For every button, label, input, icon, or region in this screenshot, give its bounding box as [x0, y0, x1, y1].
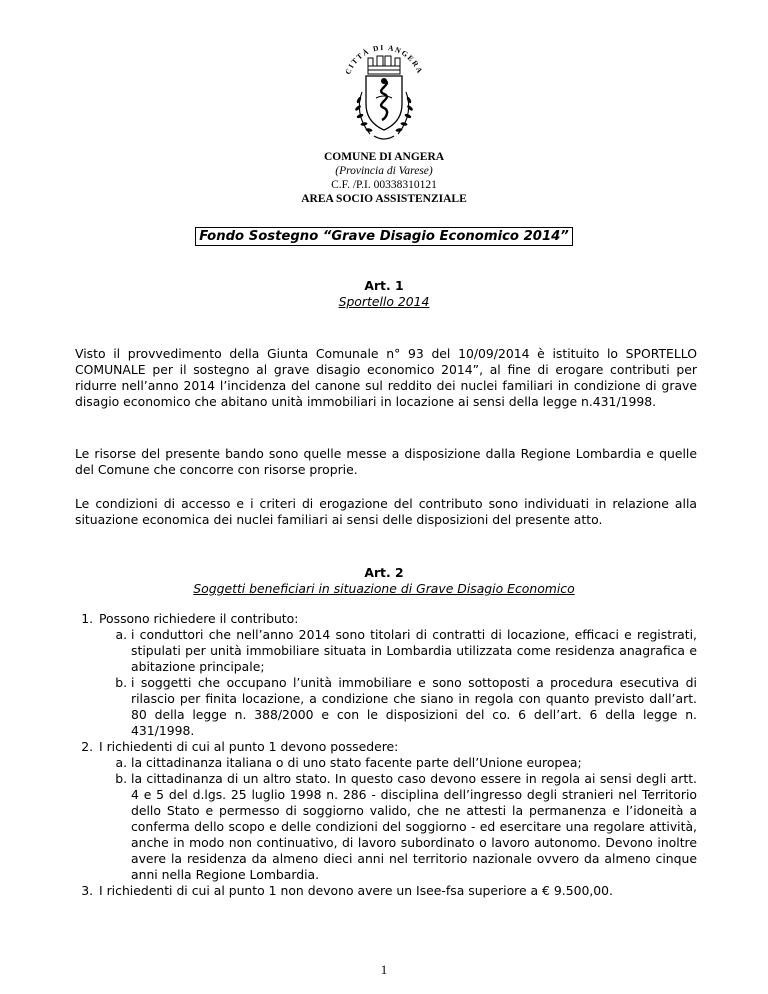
article-1-heading	[0, 278, 768, 310]
list-item	[97, 739, 697, 883]
article-1-subtitle: Sportello 2014	[338, 294, 430, 309]
article-2-subtitle: Soggetti beneficiari in situazione di Grave Disagio Economico	[193, 581, 575, 596]
article-2-heading	[0, 565, 768, 597]
article-2-number: Art. 2	[364, 565, 404, 580]
article-1-paragraph: Visto il provvedimento della Giunta Comunale n° 93 del 10/09/2014 è istituito lo SPORTELLO COMUNALE per il sostegno al grave disagio economico 2014”, al fine di erogare contributi per ridurre nell’anno 2014 l’incidenza del canone sul reddito dei nuclei familiari in condizione di grave disagio economico che abitano unità immobiliari in locazione ai sensi della legge n.431/1998.	[75, 346, 697, 409]
municipal-crest-logo	[328, 40, 440, 152]
list-item-text: Possono richiedere il contributo:	[99, 611, 299, 626]
sub-list-item: a. la cittadinanza italiana o di uno stato facente parte dell’Unione europea;	[131, 755, 697, 771]
province-label: (Provincia di Varese)	[335, 165, 433, 177]
crest-motto: CITTÀ DI ANGERA	[343, 42, 425, 76]
sub-list-item: b. i soggetti che occupano l’unità immobiliare e sono sottoposti a procedura esecutiva di rilascio per finita locazione, a condizione che siano in regola con quanto previsto dall’art. 80 della legge n. 388/2000 e con le disposizioni del co. 6 dell’art. 6 della legge n. 431/1998.	[131, 675, 697, 739]
list-item-text: I richiedenti di cui al punto 1 devono possedere:	[99, 739, 399, 754]
list-item	[97, 611, 697, 739]
article-1-paragraph: Le risorse del presente bando sono quelle messe a disposizione dalla Regione Lombardia e quelle del Comune che concorre con risorse proprie.	[75, 446, 697, 477]
article-2-list	[75, 611, 697, 899]
department-name: AREA SOCIO ASSISTENZIALE	[301, 193, 467, 205]
article-1-paragraph: Le condizioni di accesso e i criteri di erogazione del contributo sono individuati in relazione alla situazione economica dei nuclei familiari ai sensi delle disposizioni del presente atto.	[75, 496, 697, 527]
tax-code: C.F. /P.I. 00338310121	[331, 179, 437, 191]
page-number: 1	[380, 963, 388, 977]
article-1-number: Art. 1	[364, 278, 404, 293]
municipality-name: COMUNE DI ANGERA	[323, 151, 445, 163]
municipality-header	[0, 150, 768, 206]
list-item-text: I richiedenti di cui al punto 1 non devono avere un Isee-fsa superiore a € 9.500,00.	[99, 883, 613, 898]
document-title: Fondo Sostegno “Grave Disagio Economico 2014”	[195, 227, 573, 246]
sub-list-item: a. i conduttori che nell’anno 2014 sono titolari di contratti di locazione, efficaci e registrati, stipulati per unità immobiliare situata in Lombardia utilizzata come residenza anagrafica e abitazione principale;	[131, 627, 697, 675]
sub-list-item: b. la cittadinanza di un altro stato. In questo caso devono essere in regola ai sensi degli artt. 4 e 5 del d.lgs. 25 luglio 1998 n. 286 - disciplina dell’ingresso degli stranieri nel Territorio dello Stato e permesso di soggiorno valido, che ne attesti la permanenza e l’idoneità a conferma dello scopo e delle condizioni del soggiorno - ed esercitare una regolare attività, anche in modo non continuativo, di lavoro subordinato o lavoro autonomo. Devono inoltre avere la residenza da almeno dieci anni nel territorio nazionale ovvero da almeno cinque anni nella Regione Lombardia.	[131, 771, 697, 883]
list-item	[97, 883, 697, 899]
